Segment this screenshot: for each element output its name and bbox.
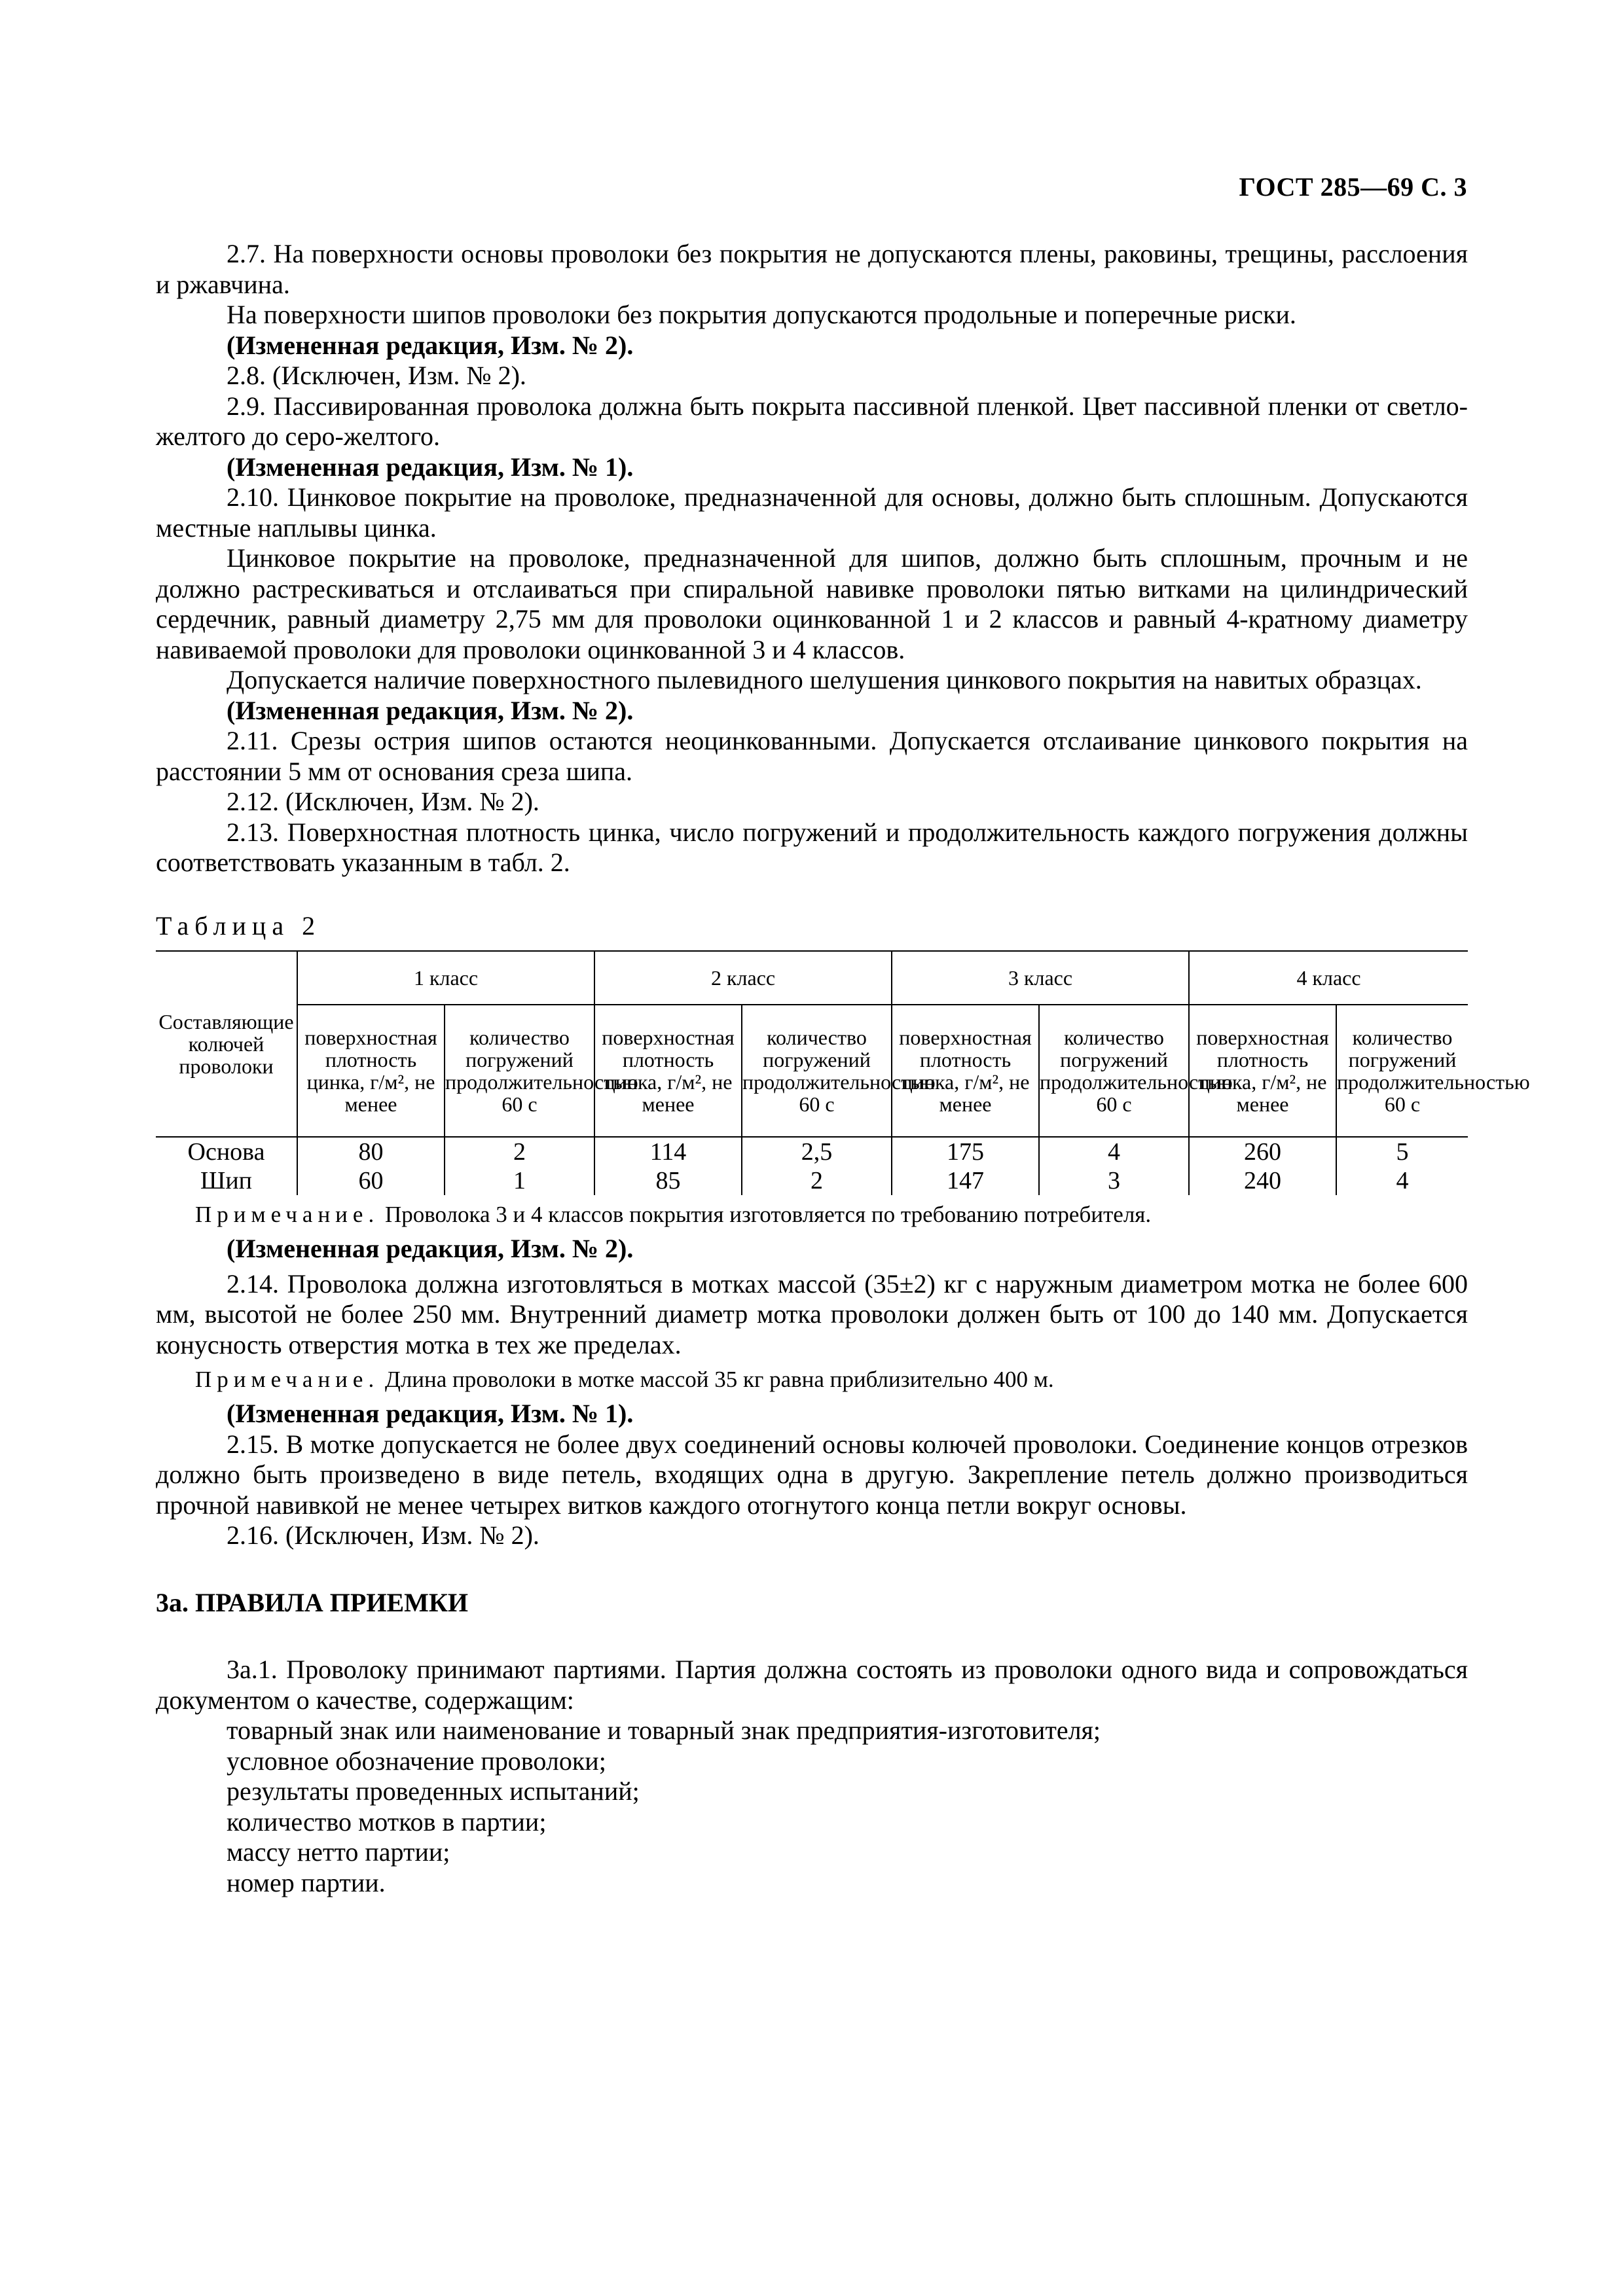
paragraph-2-14: 2.14. Проволока должна изготовляться в мотках массой (35±2) кг с наружным диаметром мотка не более 600 мм, высотой не более 250 мм. Внутренний диаметр мотка проволоки должен быть от 100 до 140 мм. Допускается конусность отверстия мотка в тех же пределах. (156, 1268, 1468, 1359)
table-cell: 175 147 (892, 1137, 1039, 1195)
table-subheader-dips: количество погружений продолжительностью 60 с (445, 1005, 594, 1137)
note-label: Примечание. (195, 1367, 380, 1392)
table-cell: 80 60 (297, 1137, 445, 1195)
paragraph-2-8: 2.8. (Исключен, Изм. № 2). (227, 361, 526, 390)
table-header-class: 1 класс (297, 951, 594, 1005)
table-header-class: 2 класс (594, 951, 892, 1005)
list-item: условное обозначение проволоки; (227, 1746, 606, 1776)
table-header-components: Составляющие колючей проволоки (156, 951, 297, 1137)
table-cell: 5 4 (1336, 1137, 1468, 1195)
amendment-note: (Измененная редакция, Изм. № 1). (227, 452, 634, 482)
table-row-names (156, 1137, 297, 1195)
requirements-list (156, 1715, 1468, 1898)
note-text: Длина проволоки в мотке массой 35 кг равна приблизительно 400 м. (384, 1367, 1054, 1392)
table-note (156, 1200, 1468, 1229)
table-subheader-density: поверхностная плотность цинка, г/м², не менее (1189, 1005, 1336, 1137)
table-caption: Таблица 2 (156, 910, 321, 941)
page-header: ГОСТ 285—69 С. 3 (1239, 172, 1467, 202)
table-cell: 4 3 (1039, 1137, 1189, 1195)
paragraph-2-11: 2.11. Срезы острия шипов остаются неоцинкованными. Допускается отслаивание цинкового покрытия на расстоянии 5 мм от основания среза шипа. (156, 726, 1468, 786)
table-cell: 2 1 (445, 1137, 594, 1195)
table-subheader-dips: количество погружений продолжительностью 60 с (742, 1005, 892, 1137)
paragraph-3a-1: 3а.1. Проволоку принимают партиями. Партия должна состоять из проволоки одного вида и сопровождаться документом о качестве, содержащим: (156, 1655, 1468, 1715)
row-label-base: Основа (187, 1138, 265, 1166)
list-item: массу нетто партии; (227, 1837, 450, 1867)
table-2 (156, 950, 1530, 1195)
table-subheader-dips: количество погружений продолжительностью 60 с (1039, 1005, 1189, 1137)
paragraph-2-15: 2.15. В мотке допускается не более двух соединений основы колючей проволоки. Соединение концов отрезков должно быть произведено в виде петель, входящих одна в другую. Закрепление петель должно производиться прочной навивкой не менее четырех витков каждого отогнутого конца петли вокруг основы. (156, 1429, 1468, 1520)
table-subheader-density: поверхностная плотность цинка, г/м², не менее (297, 1005, 445, 1137)
coil-note (156, 1365, 1468, 1394)
paragraph-2-10-spikes: Цинковое покрытие на проволоке, предназначенной для шипов, должно быть сплошным, прочным и не должно растрескиваться и отслаиваться при спиральной навивке проволоки пятью витками на цилиндрический сердечник, равный диаметру 2,75 мм для проволоки оцинкованной 1 и 2 классов и равный 4-кратному диаметру навиваемой проволоки для проволоки оцинкованной 3 и 4 классов. (156, 543, 1468, 664)
list-item: номер партии. (227, 1867, 386, 1897)
list-item: результаты проведенных испытаний; (227, 1776, 640, 1806)
paragraph-2-10: 2.10. Цинковое покрытие на проволоке, предназначенной для основы, должно быть сплошным. Допускаются местные наплывы цинка. (156, 482, 1468, 543)
amendment-note: (Измененная редакция, Изм. № 1). (227, 1399, 634, 1428)
table-cell: 2,5 2 (742, 1137, 892, 1195)
table-subheader-density: поверхностная плотность цинка, г/м², не менее (594, 1005, 742, 1137)
section-title: 3а. ПРАВИЛА ПРИЕМКИ (156, 1587, 469, 1617)
paragraph-2-9: 2.9. Пассивированная проволока должна быть покрыта пассивной пленкой. Цвет пассивной пленки от светло-желтого до серо-желтого. (156, 391, 1468, 451)
amendment-note: (Измененная редакция, Изм. № 2). (227, 330, 634, 360)
paragraph-2-7: 2.7. На поверхности основы проволоки без покрытия не допускаются плены, раковины, трещины, расслоения и ржавчина. (156, 239, 1468, 299)
page-content (156, 239, 1530, 1898)
paragraph-2-7-scratches: На поверхности шипов проволоки без покрытия допускаются продольные и поперечные риски. (227, 300, 1296, 329)
table-header-class: 4 класс (1189, 951, 1468, 1005)
amendment-note: (Измененная редакция, Изм. № 2). (227, 695, 634, 725)
list-item: товарный знак или наименование и товарный знак предприятия-изготовителя; (227, 1715, 1101, 1745)
note-label: Примечание. (195, 1202, 380, 1227)
table-subheader-density: поверхностная плотность цинка, г/м², не менее (892, 1005, 1039, 1137)
amendment-note: (Измененная редакция, Изм. № 2). (227, 1234, 634, 1263)
paragraph-2-10-flaking: Допускается наличие поверхностного пылевидного шелушения цинкового покрытия на навитых образцах. (227, 665, 1422, 694)
list-item: количество мотков в партии; (227, 1806, 547, 1837)
table-header-class: 3 класс (892, 951, 1189, 1005)
paragraph-2-16: 2.16. (Исключен, Изм. № 2). (227, 1520, 539, 1550)
paragraph-2-12: 2.12. (Исключен, Изм. № 2). (227, 787, 539, 816)
table-cell: 114 85 (594, 1137, 742, 1195)
note-text: Проволока 3 и 4 классов покрытия изготовляется по требованию потребителя. (384, 1202, 1152, 1227)
table-cell: 260 240 (1189, 1137, 1336, 1195)
row-label-spike: Шип (200, 1167, 252, 1194)
paragraph-2-13: 2.13. Поверхностная плотность цинка, число погружений и продолжительность каждого погружения должны соответствовать указанным в табл. 2. (156, 817, 1468, 877)
table-subheader-dips: количество погружений продолжительностью 60 с (1336, 1005, 1468, 1137)
